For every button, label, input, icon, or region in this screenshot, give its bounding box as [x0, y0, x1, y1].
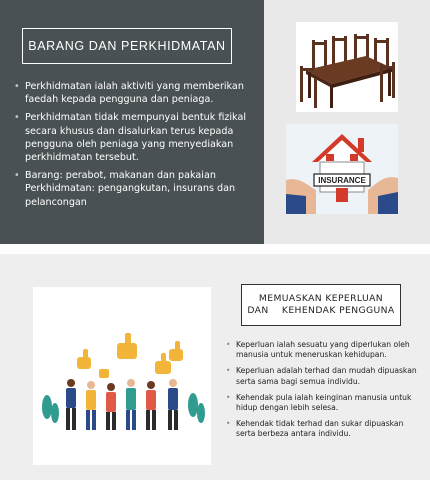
team-thumbs-up-illustration — [33, 287, 211, 465]
slide-gap — [0, 244, 430, 254]
bullet-list — [226, 340, 420, 446]
insurance-label: INSURANCE — [318, 176, 366, 185]
text-panel — [0, 0, 264, 244]
bullet-item: • Kehendak pula ialah keinginan manusia untuk hidup dengan lebih selesa. — [226, 393, 420, 413]
bullet-item: • Perkhidmatan ialah aktiviti yang memberikan faedah kepada pengguna dan peniaga. — [14, 80, 258, 106]
slide-title: BARANG DAN PERKHIDMATAN — [28, 39, 226, 53]
bullet-item: • Keperluan adalah terhad dan mudah dipuaskan serta sama bagi semua individu. — [226, 366, 420, 386]
slide-title-line-2: DAN KEHENDAK PENGGUNA — [247, 305, 395, 316]
insurance-house-image — [286, 124, 398, 214]
slide-title-box — [22, 28, 232, 64]
bullet-list — [14, 80, 258, 214]
slide-memuaskan-keperluan — [0, 254, 430, 480]
slide-title-line-1: MEMUASKAN KEPERLUAN — [258, 293, 384, 304]
bullet-item: • Barang: perabot, makanan dan pakaian Perkhidmatan: pengangkutan, insurans dan pelancongan — [14, 169, 258, 209]
dining-table-image — [296, 22, 398, 112]
bullet-item: • Keperluan ialah sesuatu yang diperlukan oleh manusia untuk meneruskan kehidupan. — [226, 340, 420, 360]
bullet-item: • Perkhidmatan tidak mempunyai bentuk fizikal secara khusus dan disalurkan terus kepada pengguna oleh peniaga yang menyediakan perkhidmatan tersebut. — [14, 111, 258, 164]
slide-title-box — [241, 284, 401, 326]
bullet-item: • Kehendak tidak terhad dan sukar dipuaskan serta berbeza antara individu. — [226, 419, 420, 439]
